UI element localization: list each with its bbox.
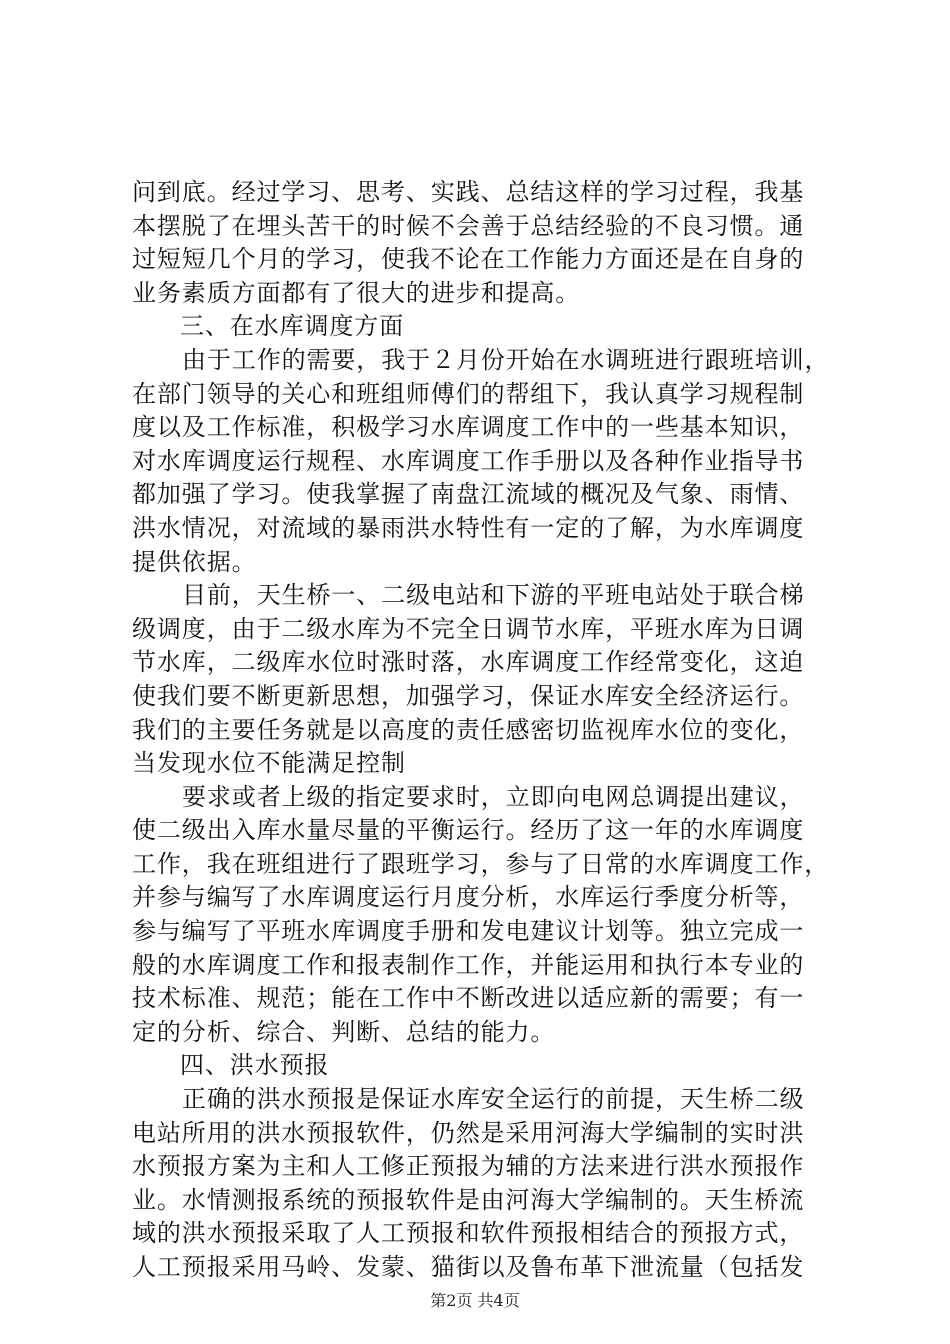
text-line: 对水库调度运行规程、水库调度工作手册以及各种作业指导书 [132, 446, 805, 475]
text-line: 本摆脱了在埋头苦干的时候不会善于总结经验的不良习惯。通 [132, 211, 805, 240]
text-line: 当发现水位不能满足控制 [132, 749, 406, 778]
text-line: 电站所用的洪水预报软件，仍然是采用河海大学编制的实时洪 [132, 1118, 805, 1147]
text-line: 定的分析、综合、判断、总结的能力。 [132, 1017, 556, 1046]
text-line: 并参与编写了水库调度运行月度分析，水库运行季度分析等， [132, 883, 805, 912]
text-line: 由于工作的需要，我于２月份开始在水调班进行跟班培训， [182, 345, 830, 374]
document-body [132, 176, 832, 1285]
text-line: 问到底。经过学习、思考、实践、总结这样的学习过程，我基 [132, 178, 805, 206]
text-line: 业务素质方面都有了很大的进步和提高。 [132, 278, 581, 307]
text-line: 业。水情测报系统的预报软件是由河海大学编制的。天生桥流 [132, 1185, 805, 1214]
text-line: 工作，我在班组进行了跟班学习，参与了日常的水库调度工作， [132, 849, 830, 878]
text-line: 在部门领导的关心和班组师傅们的帮组下，我认真学习规程制 [132, 379, 805, 408]
text-line: 水预报方案为主和人工修正预报为辅的方法来进行洪水预报作 [132, 1152, 805, 1181]
text-line: 级调度，由于二级水库为不完全日调节水库，平班水库为日调 [132, 614, 805, 643]
text-line: 节水库，二级库水位时涨时落，水库调度工作经常变化，这迫 [132, 648, 805, 677]
text-line: 三、在水库调度方面 [180, 312, 405, 341]
text-line: 技术标准、规范；能在工作中不断改进以适应新的需要；有一 [132, 984, 805, 1013]
text-line: 般的水库调度工作和报表制作工作，并能运用和执行本专业的 [132, 950, 805, 979]
text-line: 人工预报采用马岭、发蒙、猫街以及鲁布革下泄流量（包括发 [132, 1253, 805, 1281]
text-line: 域的洪水预报采取了人工预报和软件预报相结合的预报方式， [132, 1219, 805, 1248]
text-line: 使我们要不断更新思想，加强学习，保证水库安全经济运行。 [132, 681, 805, 710]
text-line: 目前，天生桥一、二级电站和下游的平班电站处于联合梯 [182, 581, 805, 610]
text-line: 洪水情况，对流域的暴雨洪水特性有一定的了解，为水库调度 [132, 513, 805, 542]
text-line: 过短短几个月的学习，使我不论在工作能力方面还是在自身的 [132, 245, 805, 274]
text-line: 都加强了学习。使我掌握了南盘江流域的概况及气象、雨情、 [132, 480, 805, 509]
text-line: 使二级出入库水量尽量的平衡运行。经历了这一年的水库调度 [132, 816, 805, 845]
text-line: 要求或者上级的指定要求时，立即向电网总调提出建议， [182, 782, 805, 811]
text-line: 参与编写了平班水库调度手册和发电建议计划等。独立完成一 [132, 917, 805, 946]
text-line: 度以及工作标准，积极学习水库调度工作中的一些基本知识， [132, 413, 805, 442]
text-line: 四、洪水预报 [180, 1051, 330, 1080]
text-line: 正确的洪水预报是保证水库安全运行的前提，天生桥二级 [182, 1085, 805, 1114]
text-line: 我们的主要任务就是以高度的责任感密切监视库水位的变化， [132, 715, 805, 744]
page-number-footer: 第2页 共4页 [430, 1291, 520, 1310]
text-line: 提供依据。 [132, 547, 257, 576]
